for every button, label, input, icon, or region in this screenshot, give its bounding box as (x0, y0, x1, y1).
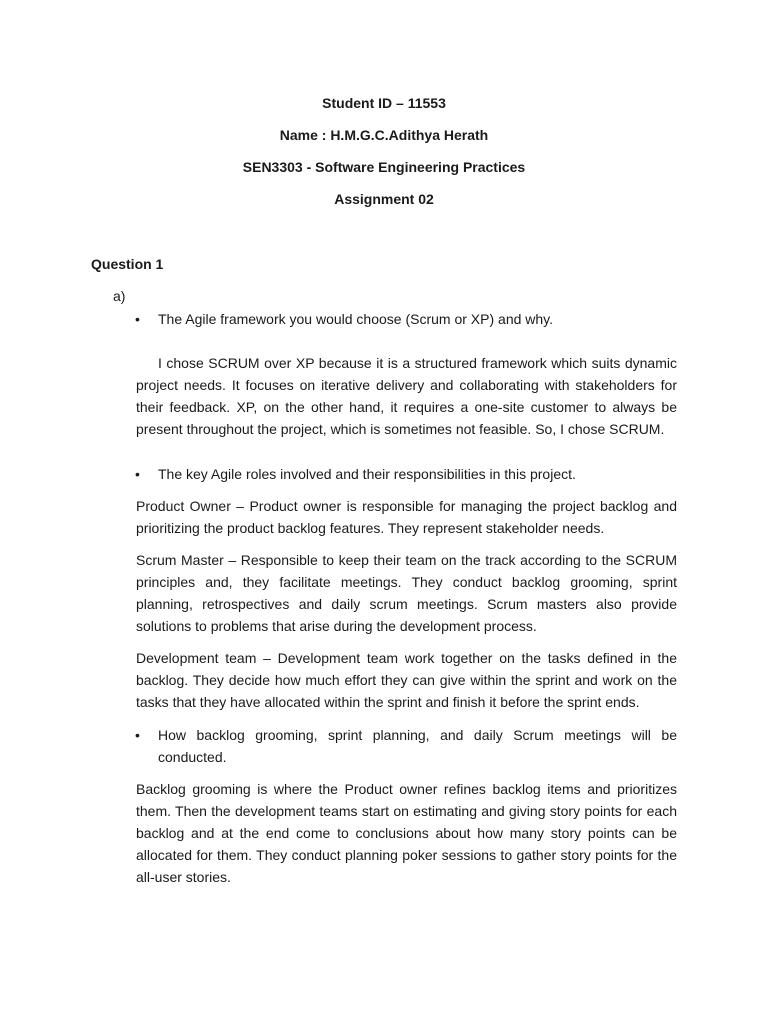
role-scrum-master: Scrum Master – Responsible to keep their team on the track according to the SCRUM principles and, they facilitate meetings. They conduct backlog grooming, sprint planning, retrospectives and daily scrum meetings. Scrum masters also provide solutions to problems that arise during the development process. (136, 552, 677, 634)
assignment-title: Assignment 02 (334, 191, 434, 207)
answer-meetings: Backlog grooming is where the Product owner refines backlog items and prioritizes them. Then the development teams start on estimating and giving story points for each backlog and at the end come to conclusions about how many story points can be allocated for them. They conduct planning poker sessions to gather story points for the all-user stories. (136, 781, 677, 885)
bullet-icon: • (135, 466, 140, 482)
bullet-text: The Agile framework you would choose (Scrum or XP) and why. (158, 311, 554, 327)
student-id: Student ID – 11553 (322, 95, 446, 111)
bullet-item-meetings (135, 724, 677, 768)
answer-framework: I chose SCRUM over XP because it is a structured framework which suits dynamic project needs. It focuses on iterative delivery and collaborating with stakeholders for their feedback. XP, on the other hand, it requires a one-site customer to always be present throughout the project, which is sometimes not feasible. So, I chose SCRUM. (136, 355, 677, 437)
part-label: a) (113, 288, 126, 304)
role-product-owner: Product Owner – Product owner is responsible for managing the project backlog and prioritizing the product backlog features. They represent stakeholder needs. (136, 498, 677, 536)
bullet-item-framework (135, 308, 677, 330)
bullet-icon: • (135, 311, 140, 327)
bullet-text: How backlog grooming, sprint planning, and daily Scrum meetings will be conducted. (158, 727, 677, 765)
role-development-team: Development team – Development team work together on the tasks defined in the backlog. They decide how much effort they can give within the sprint and work on the tasks that they have allocated within the sprint and finish it before the sprint ends. (136, 650, 677, 710)
bullet-text: The key Agile roles involved and their responsibilities in this project. (158, 466, 576, 482)
question-heading: Question 1 (91, 256, 164, 272)
bullet-item-roles (135, 463, 677, 485)
course-title: SEN3303 - Software Engineering Practices (242, 159, 526, 175)
bullet-icon: • (135, 727, 140, 743)
student-name: Name : H.M.G.C.Adithya Herath (279, 127, 489, 143)
